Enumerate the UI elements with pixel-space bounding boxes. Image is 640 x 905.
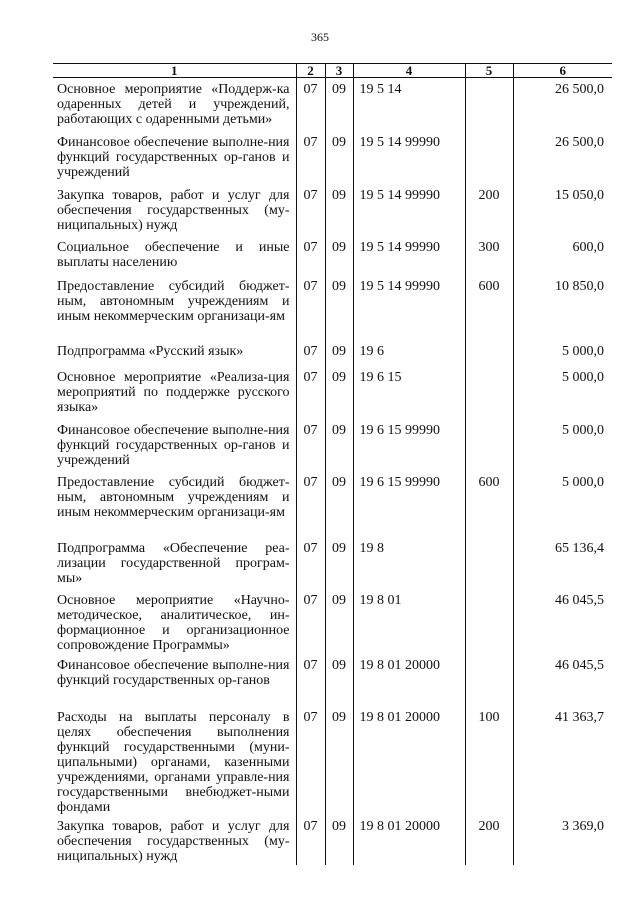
section-code: 07 [296, 131, 325, 184]
section-code: 07 [296, 236, 325, 275]
table-row [53, 815, 612, 865]
table-row [53, 184, 612, 236]
expense-type-code [465, 78, 513, 131]
row-name: Закупка товаров, работ и услуг для обеспечения государственных (му-ниципальных) нужд [57, 187, 290, 233]
expense-type-code: 100 [465, 706, 513, 815]
target-article-code: 19 5 14 99990 [353, 275, 465, 340]
amount: 41 363,7 [513, 706, 612, 815]
amount: 26 500,0 [513, 78, 612, 131]
section-code: 07 [296, 419, 325, 471]
subsection-code: 09 [325, 236, 353, 275]
table-row [53, 236, 612, 275]
expense-type-code: 200 [465, 184, 513, 236]
expense-type-code [465, 654, 513, 706]
table-row [53, 366, 612, 419]
expense-type-code: 200 [465, 815, 513, 865]
expense-type-code: 300 [465, 236, 513, 275]
row-name: Расходы на выплаты персоналу в целях обеспечения выполнения функций государственными (муни-ципальными) органами, казенными учреждениями, органами управле-ния государственными внебюджет-ными фондами [57, 709, 290, 815]
subsection-code: 09 [325, 340, 353, 366]
row-name: Финансовое обеспечение выполне-ния функций государственных ор-ганов [57, 657, 290, 688]
target-article-code: 19 5 14 99990 [353, 131, 465, 184]
section-code: 07 [296, 275, 325, 340]
target-article-code: 19 8 01 20000 [353, 706, 465, 815]
column-header: 2 [296, 64, 325, 78]
target-article-code: 19 5 14 99990 [353, 236, 465, 275]
table-row [53, 275, 612, 340]
expense-type-code [465, 366, 513, 419]
subsection-code: 09 [325, 537, 353, 589]
table-row [53, 471, 612, 537]
amount: 15 050,0 [513, 184, 612, 236]
expense-type-code: 600 [465, 471, 513, 537]
page-number: 365 [311, 30, 329, 44]
row-name: Подпрограмма «Обеспечение реа-лизации государственной програм-мы» [57, 540, 290, 586]
subsection-code: 09 [325, 815, 353, 865]
row-name: Основное мероприятие «Научно-методическое, аналитическое, ин-формационное и организационное сопровождение Программы» [57, 592, 290, 653]
target-article-code: 19 6 15 99990 [353, 471, 465, 537]
subsection-code: 09 [325, 131, 353, 184]
amount: 46 045,5 [513, 654, 612, 706]
subsection-code: 09 [325, 471, 353, 537]
row-name: Предоставление субсидий бюджет-ным, автономным учреждениям и иным некоммерческим организаци-ям [57, 474, 290, 520]
row-name: Основное мероприятие «Поддерж-ка одаренных детей и учреждений, работающих с одаренными детьми» [57, 82, 290, 127]
amount: 5 000,0 [513, 471, 612, 537]
amount: 5 000,0 [513, 366, 612, 419]
target-article-code: 19 5 14 99990 [353, 184, 465, 236]
expense-type-code [465, 131, 513, 184]
budget-table [53, 63, 612, 865]
section-code: 07 [296, 654, 325, 706]
row-name: Подпрограмма «Русский язык» [57, 343, 244, 359]
section-code: 07 [296, 815, 325, 865]
column-header: 4 [353, 64, 465, 78]
section-code: 07 [296, 184, 325, 236]
subsection-code: 09 [325, 706, 353, 815]
expense-type-code [465, 340, 513, 366]
expense-type-code [465, 537, 513, 589]
table-row [53, 589, 612, 654]
table-row [53, 706, 612, 815]
table-row [53, 340, 612, 366]
target-article-code: 19 6 15 [353, 366, 465, 419]
section-code: 07 [296, 706, 325, 815]
subsection-code: 09 [325, 654, 353, 706]
table-row [53, 537, 612, 589]
target-article-code: 19 5 14 [353, 78, 465, 131]
amount: 10 850,0 [513, 275, 612, 340]
subsection-code: 09 [325, 589, 353, 654]
expense-type-code: 600 [465, 275, 513, 340]
section-code: 07 [296, 537, 325, 589]
subsection-code: 09 [325, 366, 353, 419]
header-row [53, 64, 612, 78]
amount: 26 500,0 [513, 131, 612, 184]
target-article-code: 19 8 01 20000 [353, 654, 465, 706]
row-name: Закупка товаров, работ и услуг для обеспечения государственных (му-ниципальных) нужд [57, 818, 290, 864]
amount: 5 000,0 [513, 340, 612, 366]
section-code: 07 [296, 471, 325, 537]
table-row [53, 131, 612, 184]
target-article-code: 19 6 15 99990 [353, 419, 465, 471]
column-header: 6 [513, 64, 612, 78]
column-header: 1 [53, 64, 296, 78]
expense-type-code [465, 419, 513, 471]
table-row [53, 419, 612, 471]
amount: 65 136,4 [513, 537, 612, 589]
expense-type-code [465, 589, 513, 654]
table-row [53, 654, 612, 706]
amount: 5 000,0 [513, 419, 612, 471]
subsection-code: 09 [325, 419, 353, 471]
section-code: 07 [296, 589, 325, 654]
column-header: 3 [325, 64, 353, 78]
row-name: Социальное обеспечение и иные выплаты населению [57, 239, 290, 270]
amount: 46 045,5 [513, 589, 612, 654]
target-article-code: 19 8 01 [353, 589, 465, 654]
section-code: 07 [296, 340, 325, 366]
row-name: Финансовое обеспечение выполне-ния функций государственных ор-ганов и учреждений [57, 134, 290, 180]
table-row [53, 78, 612, 131]
target-article-code: 19 8 [353, 537, 465, 589]
section-code: 07 [296, 78, 325, 131]
subsection-code: 09 [325, 275, 353, 340]
subsection-code: 09 [325, 184, 353, 236]
column-header: 5 [465, 64, 513, 78]
subsection-code: 09 [325, 78, 353, 131]
target-article-code: 19 8 01 20000 [353, 815, 465, 865]
row-name: Основное мероприятие «Реализа-ция мероприятий по поддержке русского языка» [57, 369, 290, 415]
target-article-code: 19 6 [353, 340, 465, 366]
amount: 600,0 [513, 236, 612, 275]
section-code: 07 [296, 366, 325, 419]
row-name: Финансовое обеспечение выполне-ния функций государственных ор-ганов и учреждений [57, 422, 290, 468]
amount: 3 369,0 [513, 815, 612, 865]
row-name: Предоставление субсидий бюджет-ным, автономным учреждениям и иным некоммерческим организаци-ям [57, 278, 290, 324]
